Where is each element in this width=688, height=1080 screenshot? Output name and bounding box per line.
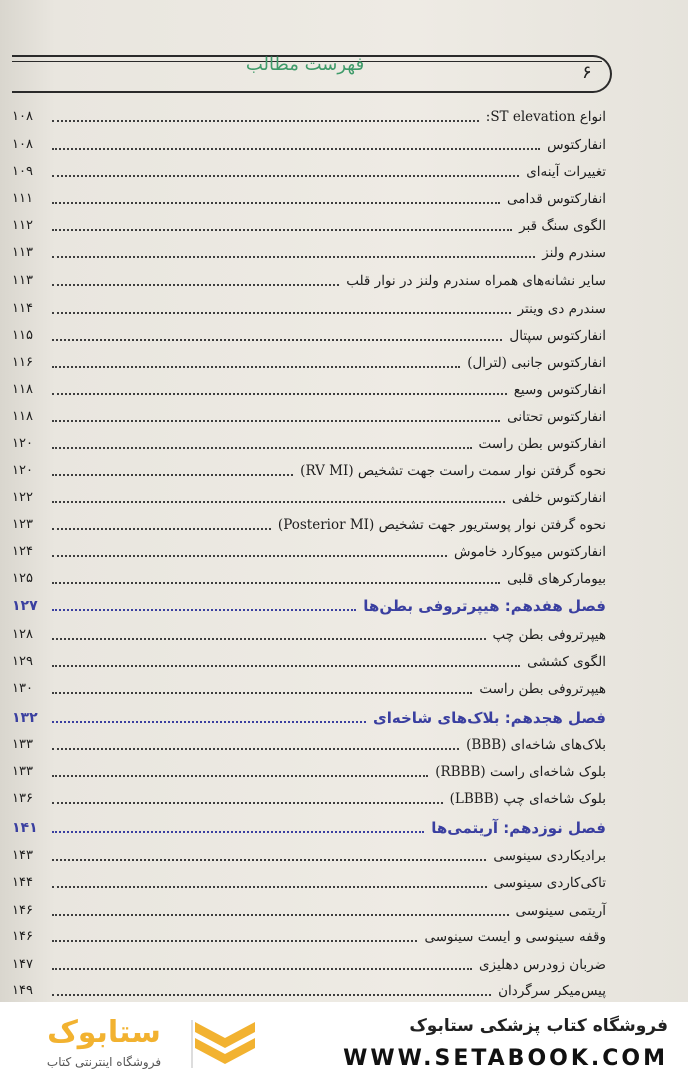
dot-leader <box>52 120 479 122</box>
toc-entry-page: ۱۳۶ <box>12 791 33 806</box>
toc-entry <box>12 896 606 920</box>
dot-leader <box>52 501 505 503</box>
toc-entry <box>12 102 606 126</box>
toc-entry-page: ۱۰۹ <box>12 164 33 179</box>
toc-entry-title: فصل نوزدهم: آریتمی‌ها <box>431 819 606 837</box>
dot-leader <box>52 284 339 286</box>
toc-entry-page: ۱۱۸ <box>12 409 33 424</box>
toc-entry-title: سندرم ولنز <box>542 245 606 261</box>
toc-entry <box>12 348 606 372</box>
toc-entry-page: ۱۴۶ <box>12 929 33 944</box>
toc-entry-title: انفارکتوس خلفی <box>511 490 606 506</box>
dot-leader <box>52 638 486 640</box>
toc-entry-title: هیپرتروفی بطن راست <box>479 681 606 697</box>
toc-entry-page: ۱۱۶ <box>12 355 33 370</box>
toc-entry-page: ۱۲۳ <box>12 517 33 532</box>
toc-entry-page: ۱۴۱ <box>12 820 38 836</box>
toc-entry <box>12 784 606 808</box>
dot-leader <box>52 914 509 916</box>
toc-entry-page: ۱۲۲ <box>12 490 33 505</box>
toc-entry-page: ۱۳۳ <box>12 737 33 752</box>
dot-leader <box>52 229 512 231</box>
dot-leader <box>52 994 491 996</box>
toc-entry <box>12 211 606 235</box>
toc-entry-title: انفارکتوس <box>547 137 606 153</box>
toc-entry-page: ۱۱۳ <box>12 273 33 288</box>
dot-leader <box>52 748 459 750</box>
toc-entry-page: ۱۴۳ <box>12 848 33 863</box>
setabook-logo-text <box>26 1010 181 1076</box>
toc-entry-title: بلاک‌های شاخه‌ای (BBB) <box>466 737 606 753</box>
dot-leader <box>52 721 366 723</box>
toc-chapter-entry <box>12 813 606 837</box>
toc-entry-page: ۱۲۰ <box>12 436 33 451</box>
toc-entry <box>12 841 606 865</box>
dot-leader <box>52 528 271 530</box>
dot-leader <box>52 940 417 942</box>
toc-entry-page: ۱۴۶ <box>12 903 33 918</box>
toc-entry <box>12 647 606 671</box>
toc-entry <box>12 976 606 1000</box>
toc-entry-page: ۱۲۷ <box>12 598 38 614</box>
dot-leader <box>52 859 486 861</box>
toc-entry <box>12 730 606 754</box>
toc-entry-title: سندرم دی وینتر <box>517 301 606 317</box>
toc-entry <box>12 238 606 262</box>
toc-entry-title: نحوه گرفتن نوار پوستریور جهت تشخیص (Posterior MI) <box>277 517 606 533</box>
toc-entry-page: ۱۲۹ <box>12 654 33 669</box>
dot-leader <box>52 175 519 177</box>
toc-entry-page: ۱۴۷ <box>12 957 33 972</box>
toc-entry-page: ۱۱۸ <box>12 382 33 397</box>
toc-entry-page: ۱۲۸ <box>12 627 33 642</box>
toc-entry-title: برادیکاردی سینوسی <box>493 848 606 864</box>
toc-entry-title: تاکی‌کاردی سینوسی <box>493 875 606 891</box>
header-title: فهرست مطالب <box>245 54 365 75</box>
toc-entry-title: ضربان زودرس دهلیزی <box>478 957 606 973</box>
toc-entry-title: فصل هفدهم: هیپرتروفی بطن‌ها <box>363 597 606 615</box>
toc-entry-page: ۱۳۳ <box>12 764 33 779</box>
dot-leader <box>52 802 443 804</box>
toc-entry <box>12 266 606 290</box>
toc-entry-title: آریتمی سینوسی <box>515 903 606 919</box>
toc-entry <box>12 950 606 974</box>
toc-entry-title: انفارکتوس سپتال <box>509 328 606 344</box>
setabook-logo-icon <box>190 1016 260 1072</box>
toc-entry-page: ۱۳۲ <box>12 710 38 726</box>
toc-entry <box>12 483 606 507</box>
dot-leader <box>52 474 293 476</box>
toc-entry-title: انفارکتوس بطن راست <box>478 436 606 452</box>
footer-banner <box>0 1002 688 1080</box>
toc-entry-page: ۱۱۴ <box>12 301 33 316</box>
toc-entry-title: انفارکتوس وسیع <box>513 382 606 398</box>
toc-entry <box>12 375 606 399</box>
toc-entry <box>12 537 606 561</box>
toc-entry-title: نحوه گرفتن نوار سمت راست جهت تشخیص (RV MI) <box>300 463 606 479</box>
dot-leader <box>52 312 511 314</box>
dot-leader <box>52 775 428 777</box>
dot-leader <box>52 968 472 970</box>
toc-entry-page: ۱۴۴ <box>12 875 33 890</box>
dot-leader <box>52 831 424 833</box>
toc-entry <box>12 402 606 426</box>
toc-entry-title: تغییرات آینه‌ای <box>526 164 606 180</box>
dot-leader <box>52 447 472 449</box>
dot-leader <box>52 256 535 258</box>
toc-entry-title: انفارکتوس تحتانی <box>507 409 606 425</box>
toc-entry-title: بلوک شاخه‌ای چپ (LBBB) <box>449 791 606 807</box>
dot-leader <box>52 393 507 395</box>
dot-leader <box>52 582 500 584</box>
dot-leader <box>52 692 472 694</box>
store-name: فروشگاه کتاب پزشکی ستابوک <box>409 1016 668 1036</box>
logo-word: ستابوک <box>47 1015 161 1050</box>
toc-entry-title: انفارکتوس جانبی (لترال) <box>467 355 606 371</box>
store-url: WWW.SETABOOK.COM <box>343 1046 668 1071</box>
toc-entry <box>12 510 606 534</box>
toc-entry-title: سایر نشانه‌های همراه سندرم ولنز در نوار قلب <box>346 273 606 289</box>
toc-entry-page: ۱۲۴ <box>12 544 33 559</box>
toc-chapter-entry <box>12 703 606 727</box>
dot-leader <box>52 420 500 422</box>
toc-entry <box>12 157 606 181</box>
toc-entry-title: بیومارکرهای قلبی <box>507 571 606 587</box>
toc-entry-page: ۱۱۱ <box>12 191 33 206</box>
dot-leader <box>52 609 356 611</box>
dot-leader <box>52 886 487 888</box>
toc-entry-title: وقفه سینوسی و ایست سینوسی <box>424 929 606 945</box>
toc-chapter-entry <box>12 591 606 615</box>
dot-leader <box>52 665 520 667</box>
toc-entry-page: ۱۰۸ <box>12 109 33 124</box>
toc-entry <box>12 674 606 698</box>
toc-entry-title: الگوی کششی <box>527 654 606 670</box>
toc-entry-title: پیس‌میکر سرگردان <box>498 983 606 999</box>
toc-entry <box>12 868 606 892</box>
toc-entry <box>12 922 606 946</box>
dot-leader <box>52 555 447 557</box>
toc-entry <box>12 184 606 208</box>
toc-entry-page: ۱۱۵ <box>12 328 33 343</box>
logo-tagline: فروشگاه اینترنتی کتاب <box>46 1055 162 1069</box>
toc-entry-title: فصل هجدهم: بلاک‌های شاخه‌ای <box>372 709 606 727</box>
toc-entry <box>12 130 606 154</box>
dot-leader <box>52 366 460 368</box>
toc-entry <box>12 757 606 781</box>
toc-entry <box>12 620 606 644</box>
toc-entry <box>12 429 606 453</box>
toc-entry <box>12 564 606 588</box>
toc-entry <box>12 294 606 318</box>
toc-entry-page: ۱۲۰ <box>12 463 33 478</box>
toc-entry-title: الگوی سنگ قبر <box>519 218 606 234</box>
toc-entry <box>12 456 606 480</box>
toc-entry-page: ۱۲۵ <box>12 571 33 586</box>
dot-leader <box>52 339 502 341</box>
toc-entry-page: ۱۳۰ <box>12 681 33 696</box>
dot-leader <box>52 148 540 150</box>
toc-entry <box>12 321 606 345</box>
toc-entry-title: هیپرتروفی بطن چپ <box>492 627 606 643</box>
dot-leader <box>52 202 500 204</box>
toc-entry-page: ۱۱۳ <box>12 245 33 260</box>
toc-entry-title: بلوک شاخه‌ای راست (RBBB) <box>435 764 606 780</box>
toc-entry-page: ۱۴۹ <box>12 983 33 998</box>
page-number: ۶ <box>582 62 592 83</box>
toc-entry-page: ۱۰۸ <box>12 137 33 152</box>
toc-entry-title: انواع ST elevation: <box>485 109 606 125</box>
toc-entry-title: انفارکتوس میوکارد خاموش <box>453 544 606 560</box>
toc-entry-page: ۱۱۲ <box>12 218 33 233</box>
toc-entry-title: انفارکتوس قدامی <box>507 191 606 207</box>
